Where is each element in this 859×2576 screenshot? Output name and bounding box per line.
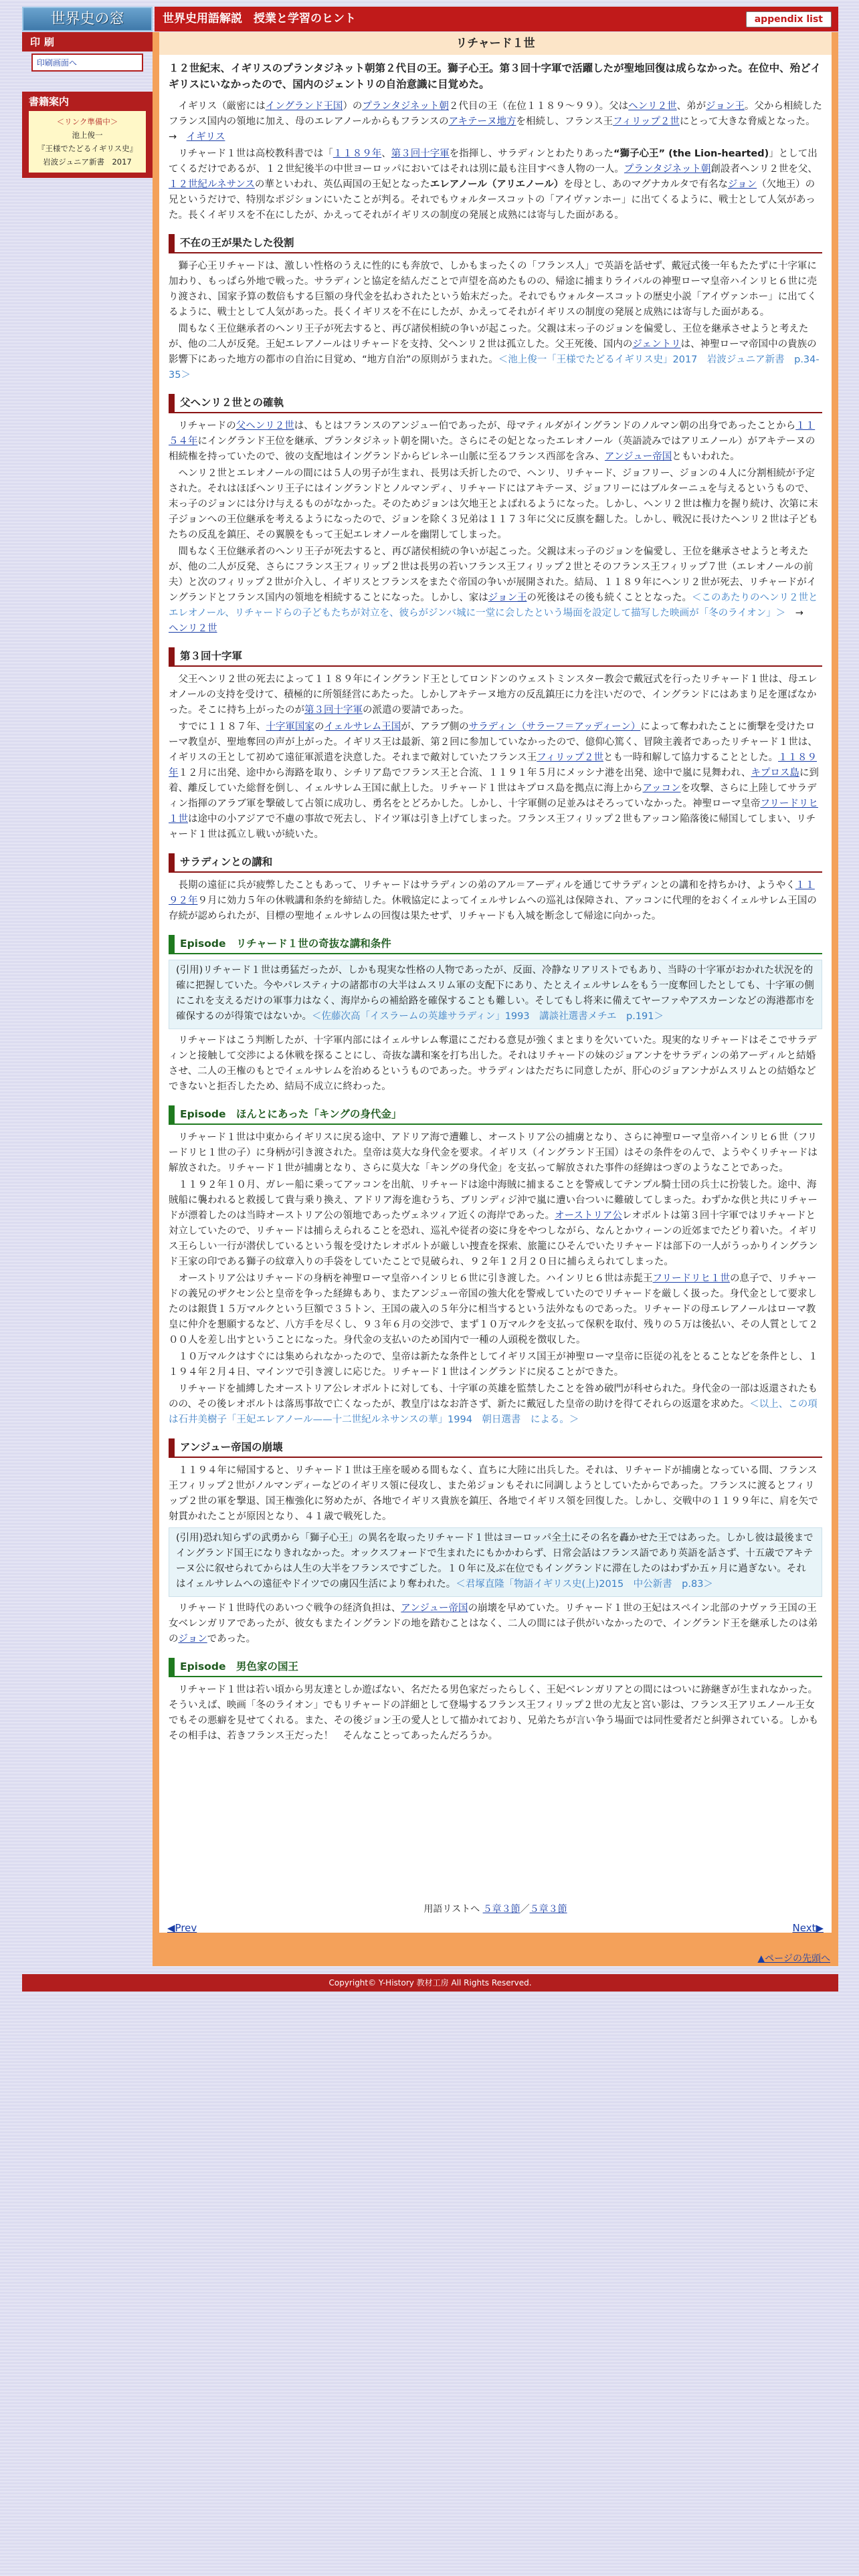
text: 、弟が bbox=[676, 101, 706, 112]
paragraph: リチャード１世は若い頃から男友達としか遊ばない、名だたる男色家だったらしく、王妃ベレンガリアとの間にはついに跡継ぎが生まれなかった。そういえば、映画「冬のライオン」でもリチャードの詳細として登場するフランス王フィリップ２世の尤友と宮い影は、フランス王アリエノール王女でもその悪癖を見せてくれる。また、その後ジョン王の愛人として描かれており、兄弟たちが言い争う場面では同性愛者だと糾弾されている。しかもその相手は、若きフランス王だった！ そんなことってあったんだろうか。 bbox=[169, 1685, 819, 1741]
text: の派遣の要請であった。 bbox=[363, 705, 470, 716]
link-angevin-empire[interactable]: アンジュー帝国 bbox=[604, 451, 672, 462]
text: 創設者ヘンリ２世を父、 bbox=[710, 164, 818, 175]
link-plantagenet[interactable]: プランタジネット朝 bbox=[362, 101, 449, 112]
paragraph bbox=[169, 419, 822, 465]
article-content bbox=[159, 32, 832, 1933]
link-acre[interactable]: アッコン bbox=[642, 783, 681, 794]
site-logo[interactable] bbox=[22, 7, 153, 31]
link-frederick1-2[interactable]: フリードリヒ１世 bbox=[652, 1273, 730, 1284]
text: (引用)恐れ知らずの武勇から「獅子心王」の異名を取ったリチャード１世はヨーロッパ全土にその名を轟かせた王ではあった。しかし彼は最後までイングランド国王になりきれなかった。オックスフォードで生まれたにもかかわらず、日常会話はフランス語であり英語を話さず、十五歳でアキテーヌ公に叙せられてからは人生の大半をフランスですごした。１０年に及ぶ在位でもイングランドに滞在したのはわずか五ヶ月に過ぎない。それはイェルサレムへの遠征やドイツでの虜囚生活により奪われた。 bbox=[176, 1533, 814, 1590]
link-12c-renaissance[interactable]: １２世紀ルネサンス bbox=[169, 179, 255, 190]
text: を攻撃、さらに上陸してサラディン指揮のアラブ軍を撃破して占領に成功し、勇名をとどろかした。しかし、十字軍側の足並みはそろっていなかった。神聖ローマ皇帝 bbox=[169, 783, 817, 809]
link-john-3[interactable]: ジョン bbox=[178, 1634, 207, 1644]
text: の bbox=[314, 722, 324, 732]
term-list-label: 用語リストへ bbox=[423, 1904, 480, 1915]
text: にとって大きな脅威となった。 → bbox=[169, 116, 820, 142]
text: イギリス（厳密には bbox=[178, 101, 266, 112]
paragraph bbox=[169, 322, 822, 383]
link-austria-duke[interactable]: オーストリア公 bbox=[555, 1210, 622, 1221]
section-heading: 第３回十字軍 bbox=[169, 647, 822, 667]
text: の崩壊を早めていた。リチャード１世の王妃はスペイン北部のナヴァラ王国の王女ベレンガリアであったが、彼女もまたイングランドの地を踏むことはなく、二人の間には子供がいなかったので、イングランド王を継承したのは弟の bbox=[169, 1603, 818, 1644]
quote-block bbox=[169, 960, 822, 1029]
link-plantagenet-2[interactable]: プランタジネット朝 bbox=[624, 164, 711, 175]
text: リチャード１世時代のあいつぐ戦争の経済負担は、 bbox=[178, 1603, 401, 1614]
text: ９月に効力５年の休戦講和条約を締結した。休戦協定によってイェルサレムへの巡礼は保障され、アッコンに代理的をおくイェルサレム王国の存続が認められたが、目標の聖地イェルサレムの回復は果たせず、リチャードも入城を断念して帰途に向かった。 bbox=[169, 895, 817, 922]
link-cyprus[interactable]: キプロス島 bbox=[751, 768, 799, 778]
term-list-nav bbox=[159, 1902, 832, 1915]
text: の華といわれ、英仏両国の王妃となった bbox=[254, 179, 430, 190]
text: ２代目の王（在位１１８９～９９）。父は bbox=[448, 101, 629, 112]
lionheart-term: “獅子心王” (the Lion-hearted) bbox=[613, 148, 769, 159]
link-gentry[interactable]: ジェントリ bbox=[632, 339, 681, 350]
link-aquitaine[interactable]: アキテーヌ地方 bbox=[448, 116, 516, 127]
text: （欠地王）の兄というだけで、特別なポジションにいたことが判る。それでもウォルタースコットの bbox=[169, 179, 816, 205]
paragraph: 獅子心王リチャードは、激しい性格のうえに性的にも奔放で、しかもまったくの「フランス人」で英語を話せず、戴冠式後一年もたたずに十字軍に加わり、もっぱら外地で戦った。サラディンと協定を結んだことで声望を高めたものの、帰途に捕まりライバルの神聖ローマ皇帝ハインリヒ６世に売り渡され、国家予算の数倍もする巨額の身代金を払わされたという始末だった。それでもウォルタースコットの歴史小説「アイヴァンホー」に出てくるように、戦士として人気があった。長くイギリスを不在にしたが、かえってそれがイギリスの制度の発展と成熟には寄与した面がある。 bbox=[169, 261, 818, 318]
link-angevin-empire-2[interactable]: アンジュー帝国 bbox=[401, 1603, 468, 1614]
article-body bbox=[159, 55, 832, 1744]
text: に出てくるように、戦士として人気があった。長くイギリスを不在にしたが、かえってそれがイギリスの制度の発展と成熟には寄与した面がある。 bbox=[169, 195, 816, 221]
link-1189-2[interactable]: １１８９年 bbox=[169, 752, 818, 778]
section-heading: サラディンとの講和 bbox=[169, 853, 822, 873]
text: に到着、離反していた総督を倒し、イェルサレム王国に献上した。リチャード１世はキプロス島を拠点に海上から bbox=[169, 768, 819, 794]
paragraph: １１９４年に帰国すると、リチャード１世は王座を暖める間もなく、直ちに大陸に出兵した。それは、リチャードが捕虜となっている間、フランス王フィリップ２世がノルマンディーなどのイギリス領に侵攻し、また弟ジョンもそれに同調しようとしていたからであった。フランスに渡るとフィリップ２世の軍を撃退、国王権強化に努めたが、各地でイギリス貴族を鎮圧、各地でイギリス領を回復した。しかし、交戦中の１１９９年に、肩を矢で射貫かれたことが原因となり、４１歳で戦死した。 bbox=[169, 1465, 818, 1522]
term-list-sep: ／ bbox=[520, 1904, 530, 1915]
link-england-history[interactable]: イギリス bbox=[186, 132, 225, 142]
paragraph bbox=[169, 878, 822, 924]
paragraph: １０万マルクはすぐには集められなかったので、皇帝は新たな条件としてイギリス国王が神聖ローマ皇帝に臣従の礼をとることなどを条件とし、１１９４年２月４日、マインツで引き渡しに応じた。リチャード１世はイングランドに戻ることができた。 bbox=[169, 1352, 818, 1378]
text: オーストリア公はリチャードの身柄を神聖ローマ皇帝ハインリヒ６世に引き渡した。ハインリヒ６世は赤髭王 bbox=[178, 1273, 653, 1284]
paragraph: ヘンリ２世とエレオノールの間には５人の男子が生まれ、長男は夭折したので、ヘンリ、リチャード、ジョフリー、ジョンの４人に分割相続が予定された。それはほぼヘンリ王子にはイングランドとノルマンディ、リチャードにはアキテーヌ、ジョフリーにはブルターニュを与えるというもので、末っ子のジョンには分け与えるものがなかった。そのためジョンは欠地王とよばれるようになった。しかし、ヘンリ２世は権力を握り続け、次第に末子ジョンへの王位継承を考えるようになったので、ジョンを除く３兄弟は１１７３年に父に反旗を翻した。しかし、戦況に長けたヘンリ２世は子どもたちの反乱を鎮圧、その翼膜をもって王妃エレオノールを幽閉してしまった。 bbox=[169, 468, 818, 540]
text: 。父から相続したフランス国内の領地に加え、母のエレアノールからもフランスの bbox=[169, 101, 822, 127]
site-logo-text: 世界史の窓 bbox=[50, 11, 124, 27]
text: 長期の遠征に兵が疲弊したこともあって、リチャードはサラディンの弟のアル＝アーディルを通じてサラディンとの講和を持ちかけ、ようやく bbox=[178, 880, 795, 891]
header-title: 世界史用語解説 授業と学習のヒント bbox=[163, 12, 356, 25]
text: とも一時和解して協力することとした。 bbox=[603, 752, 779, 763]
text: であった。 bbox=[207, 1634, 256, 1644]
text: 、 bbox=[381, 148, 391, 159]
episode-heading: Episode 男色家の国王 bbox=[169, 1658, 822, 1677]
paragraph bbox=[169, 1601, 822, 1647]
page-title: リチャード１世 bbox=[159, 32, 832, 55]
link-england[interactable]: イングランド王国 bbox=[265, 101, 343, 112]
link-crusade3[interactable]: 第３回十字軍 bbox=[391, 148, 450, 159]
sidebar bbox=[22, 32, 153, 178]
quote-text bbox=[176, 963, 815, 1025]
intro-paragraph-2 bbox=[169, 146, 822, 223]
link-john-king[interactable]: ジョン王 bbox=[488, 593, 527, 603]
link-henry2[interactable]: ヘンリ２世 bbox=[628, 101, 677, 112]
link-1189[interactable]: １１８９年 bbox=[332, 148, 382, 159]
text: 間もなく王位継承者のヘンリ王子が死去すると、再び諸侯相続の争いが起こった。父親は末っ子のジョンを偏愛し、王位を継承させようと考えたが、他の二人が反発、さらにフランス王フィリップ２世は長男の若いフランス王フィリップ２世とそのフランス王フィリップ７世（エレオノールの前夫）と次のフィリップ２世が介入し、イギリスとフランスをまたぐ帝国の争いが展開された。結局、１１８９年にヘンリ２世が死去、リチャードがイングランドとフランス国内の領地を相続することになった。しかし、家は bbox=[169, 546, 817, 603]
text: ともいわれた。 bbox=[672, 451, 740, 462]
link-saladin[interactable]: サラディン（サラーフ＝アッディーン） bbox=[468, 722, 641, 732]
text: を指揮し、サラディンとわたりあった bbox=[449, 148, 613, 159]
quote-text bbox=[176, 1531, 815, 1592]
book-info-heading: 書籍案内 bbox=[29, 96, 70, 108]
book-author: 池上俊一 bbox=[72, 130, 103, 140]
text: を相続し、フランス王 bbox=[516, 116, 613, 127]
link-1154[interactable]: １１５４年 bbox=[169, 421, 816, 447]
text: リチャードを捕縛したオーストリア公レオポルトに対しても、十字軍の英雄を監禁したことを咎め破門が科せられた。身代金の一部は返還されたものの、その後レオポルトは落馬事故で亡くなったが、教皇庁はなお許さず、新たに戴冠した皇帝の助けを得てそれらの返還を求めた。 bbox=[169, 1384, 818, 1410]
text: によって奪われたことに衝撃を受けたローマ教皇が、聖地奪回の声が上がった。イギリス王は bbox=[169, 722, 816, 748]
paragraph: リチャードはこう判断したが、十字軍内部にはイェルサレム奪還にこだわる意見が強くまとまりを欠いていた。現実的なリチャードはそこでサラディンと接触して交渉による休戦を探ることにし、奇抜な講和案を打ち出した。それはリチャードの妹のジョアンナをサラディンの弟アーディルと結婚させ、二人の王権のもとでイェルサレムを治めるというものであった。サラディンはただちに同意したが、肝心のジョアンナがムスリムとの結婚などできないと拒否したため、結局不成立に終わった。 bbox=[169, 1035, 817, 1092]
episode-heading: Episode リチャード１世の奇抜な講和条件 bbox=[169, 935, 822, 954]
paragraph bbox=[169, 720, 822, 843]
eleanor-term: エレアノール（アリエノール） bbox=[430, 179, 564, 190]
book-publisher: 岩波ジュニア新書 2017 bbox=[43, 157, 132, 167]
print-heading: 印刷 bbox=[22, 32, 153, 51]
header-bar bbox=[155, 7, 838, 31]
term-list-link-1[interactable]: ５章３節 bbox=[482, 1904, 520, 1915]
text: → bbox=[785, 608, 814, 619]
text: レオポルトは第３回十字軍ではリチャードと対立していたので、リチャードは捕らえられることを恐れ、巡礼や従者の姿に身をやつしながら、なんとかウィーンの近郊までたどり着いた。イギリス王らしい一行が潜伏しているという報を受けたレオポルトが厳しい捜査を探索、旅籠にひそんでいたリチャードは部下の一人がうっかりイングランド王家の印である獅子の紋章入りの手袋をしていたことで見破られ、９２年１２月２０日に捕らえられてしまった。 bbox=[169, 1210, 818, 1267]
next-link[interactable]: Next▶ bbox=[792, 1922, 824, 1934]
link-crusader-states[interactable]: 十字軍国家 bbox=[266, 722, 314, 732]
book-link[interactable]: ＜リンク準備中＞ bbox=[56, 117, 118, 126]
prev-link[interactable]: ◀Prev bbox=[167, 1922, 197, 1934]
text: １１９２年１０月、ガレー船に乗ってアッコンを出航、リチャードは途中海賊に捕まることを警戒してテンプル騎士団の兵士に扮装した。途中、海賊船に襲われると救援して貴与乗り換え、アドリア海を進むうち、ブリンディジ沖で嵐に遭い台ついに難破してしまった。わずかな供と共にリチャードが漂着したのは当時オーストリア公の領地であったヴェネツィア近くの海岸であった。 bbox=[169, 1180, 818, 1221]
text: にイングランド王位を継承、プランタジネット朝を開いた。さらにその妃となったエレオノール（英語読みではアリエノール）がアキテーヌの相続権を持っていたので、彼の支配地はイングランドからピレネー山脈に至るフランス西部を含み、 bbox=[169, 436, 816, 462]
text: は、神聖ローマ帝国中の貴族の影響下にあった地方の都市の自治に目覚め、“地方自治”の原則がうまれた。 bbox=[169, 339, 817, 365]
text: すでに１１８７年、 bbox=[178, 722, 266, 732]
link-john[interactable]: ジョン王 bbox=[706, 101, 745, 112]
link-jerusalem-kingdom[interactable]: イェルサレム王国 bbox=[324, 722, 401, 732]
link-philip2-2[interactable]: フィリップ２世 bbox=[537, 752, 604, 763]
lead-summary: １２世紀末、イギリスのプランタジネット朝第２代目の王。獅子心王。第３回十字軍で活躍したが聖地回復は成らなかった。在位中、殆どイギリスにいなかったので、国内のジェントリの自治意識に目覚めた。 bbox=[169, 62, 822, 90]
text: 間もなく王位継承者のヘンリ王子が死去すると、再び諸侯相続の争いが起こった。父親は末っ子のジョンを偏愛し、王位を継承させようと考えたが、他の二人が反発。王妃エレアノールはリチャードを支持、父ヘンリ２世は孤立した。父王死後、国内の bbox=[169, 324, 809, 350]
link-1192[interactable]: １１９２年 bbox=[169, 880, 815, 906]
link-crusade3-2[interactable]: 第３回十字軍 bbox=[304, 705, 363, 716]
text: ）の bbox=[343, 101, 363, 112]
source-citation: ＜池上俊一「王様でたどるイギリス史」2017 岩波ジュニア新書 p.34-35＞ bbox=[169, 354, 820, 381]
section-heading: アンジュー帝国の崩壊 bbox=[169, 1438, 822, 1458]
term-list-link-2[interactable]: ５章３節 bbox=[529, 1904, 567, 1915]
source-citation: ＜佐藤次高「イスラームの英雄サラディン」1993 講談社選書メチエ p.191＞ bbox=[312, 1011, 664, 1022]
text: が、アラブ側の bbox=[401, 722, 469, 732]
episode-heading: Episode ほんとにあった「キングの身代金」 bbox=[169, 1105, 822, 1125]
main-frame bbox=[153, 32, 838, 1966]
text: リチャードの bbox=[178, 421, 236, 431]
text: の息子で、リチャードの義兄のザクセン公と皇帝を争った経緯もあり、またアンジュー帝国の強大化を警戒していたのでリチャードを厳しく扱った。身代金として要求したのは銀貨１５万マルクという巨額で３５トン、王国の歳入の５年分に相当するという法外なものであった。リチャードの母エレアノールはローマ教皇に仲介を懇願するなど、八方手を尽くし、９３年６月の交渉で、まず１０万マルクを支払って保釈を取付、残りの５万は後払い、その人質として２００人を差し出すということになった。身代金の支払いのため国内で一種の人頭税を徴収した。 bbox=[169, 1273, 818, 1346]
link-henry2-2[interactable]: 父ヘンリ２世 bbox=[235, 421, 294, 431]
text: 「アイヴァンホー」 bbox=[545, 195, 632, 205]
link-john-2[interactable]: ジョン bbox=[727, 179, 757, 190]
top-bar bbox=[22, 7, 838, 31]
source-citation: ＜以上、この項は石井美樹子「王妃エレアノール——十二世紀ルネサンスの華」1994 朝日選書 による。＞ bbox=[169, 1399, 818, 1425]
paragraph bbox=[169, 1178, 822, 1270]
text: (引用)リチャード１世は勇猛だったが、しかも現実な性格の人物であったが、反面、冷静なリアリストでもあり、当時の十字軍がおかれた状況を的確に把握していた。今やパレスティナの諸都市の大半はムスリム軍の支配下にあり、たとえイェルサレムをもう一度奪回したとしても、十字軍の側にこれを支えるだけの軍事力はなく、海岸からの補給路を確保することも難しい。そしてもし将来に備えてヤーファやアスカーンなどの海港都市を確保するのが得策ではないか。 bbox=[176, 965, 815, 1022]
paragraph bbox=[169, 672, 822, 718]
paragraph: リチャード１世は中東からイギリスに戻る途中、アドリア海で遭難し、オーストリア公の捕虜となり、さらに神聖ローマ皇帝ハインリヒ６世（フリードリヒ１世の子）に身柄が引き渡された。皇帝は莫大な身代金を要求。イギリス（イングランド王国）はその条件をのんで、ようやくリチャードは解放された。リチャード１世が捕虜となり、さらに莫大な「キングの身代金」を支払って解放された事件の経緯はつぎのようなことであった。 bbox=[169, 1132, 818, 1174]
appendix-list-button[interactable]: appendix list bbox=[746, 11, 832, 27]
paragraph bbox=[169, 544, 822, 637]
source-citation: ＜君塚直隆「物語イギリス史(上)2015 中公新書 p.83＞ bbox=[456, 1579, 713, 1590]
print-link[interactable]: 印刷画面へ bbox=[31, 53, 143, 72]
page-top-link[interactable]: ▲ページの先頭へ bbox=[757, 1953, 830, 1964]
source-citation: ＜このあたりのヘンリ２世とエレオノール、リチャードらの子どもたちが対立を、彼らがジンバ城に一堂に会したという場面を設定して描写した映画が「冬のライオン」＞ bbox=[169, 593, 818, 619]
footer-copyright: Copyright© Y-History 教材工房 All Rights Reserved. bbox=[22, 1974, 838, 1992]
section-heading: 父ヘンリ２世との確執 bbox=[169, 394, 822, 413]
book-title: 『王様でたどるイギリス史』 bbox=[37, 144, 138, 153]
paragraph bbox=[169, 1382, 822, 1428]
paragraph bbox=[169, 1271, 822, 1348]
text: は途中の小アジアで不慮の事故で死去し、ドイツ軍は引き上げてしまった。フランス王フィリップ２世もアッコン陥落後に帰国してしまい、リチャード１世は孤立し戦いが続いた。 bbox=[169, 814, 816, 840]
link-henry2-3[interactable]: ヘンリ２世 bbox=[169, 623, 217, 634]
book-info-body bbox=[29, 111, 146, 173]
text: 父王ヘンリ２世の死去によって１１８９年にイングランド王としてロンドンのウェストミンスター教会で戴冠式を行ったリチャード１世は、母エレオノールの支持を受けて、積極的に所領経営にあたった。しかしアキテーヌ地方の反乱鎮圧に力を注いだので、イングランドにはあまり足を運ばなかった。そこに持ち上がったのが bbox=[169, 674, 818, 716]
text: １２月に出発、途中から海路を取り、シチリア島でフランス王と合流、１１９１年５月にメッシナ港を出発、途中で嵐に見舞われ、 bbox=[178, 768, 751, 778]
section-heading: 不在の王が果たした役割 bbox=[169, 234, 822, 253]
intro-paragraph-1 bbox=[169, 99, 822, 145]
link-philip2[interactable]: フィリップ２世 bbox=[613, 116, 680, 127]
text: は、もとはフランスのアンジュー伯であったが、母マティルダがイングランドのノルマン朝の出身であったことから bbox=[294, 421, 796, 431]
quote-block bbox=[169, 1527, 822, 1597]
book-info-box bbox=[22, 92, 153, 178]
text: の死後はその後も続くこととなった。 bbox=[527, 593, 692, 603]
link-frederick1[interactable]: フリードリヒ１世 bbox=[169, 798, 818, 825]
text: を母とし、あのマグナカルタで有名な bbox=[563, 179, 728, 190]
text: 最新、第２回に参加していなかったので、億仰心篤く、冒険主義者であったリチャード１世は、イギリスの王として初めて遠征軍派遣を決意した。それまで敵対していたフランス王 bbox=[169, 737, 818, 763]
text: リチャード１世は高校教科書では「 bbox=[178, 148, 333, 159]
text: 」として出てくるだけであるが、１２世紀後半の中世ヨーロッパにおいてはそれは別に最も注目すべき人物の一人。 bbox=[169, 148, 818, 175]
